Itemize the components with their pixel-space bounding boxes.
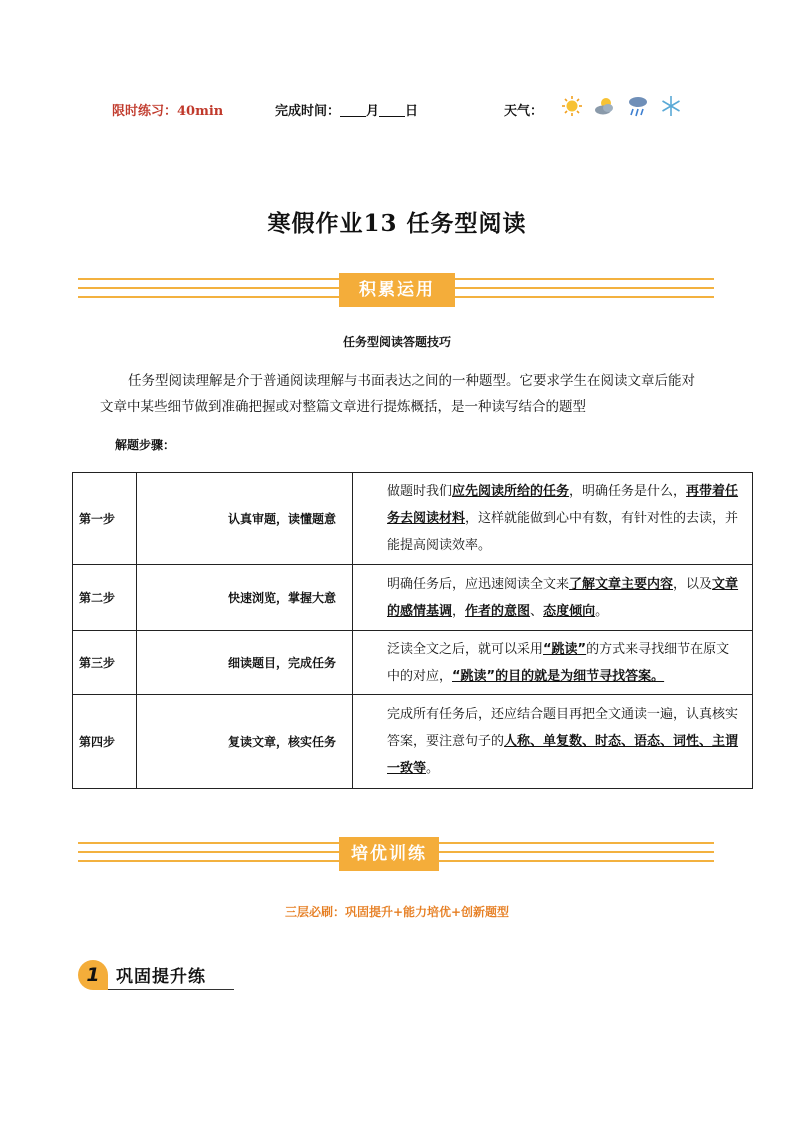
key-phrase: “跳读”的目的就是为细节寻找答案。 [452, 668, 665, 684]
desc-text: ，明确任务是什么， [569, 484, 687, 499]
step-focus: 认真审题，读懂题意 [137, 473, 353, 565]
weather-label: 天气： [504, 104, 544, 119]
step-focus: 细读题目，完成任务 [137, 631, 353, 695]
desc-text: 泛读全文之后，就可以采用 [387, 641, 544, 657]
step-description [353, 695, 753, 789]
time-limit: 限时练习：40min [112, 104, 224, 119]
desc-text: 、 [530, 603, 544, 619]
section-tag-accumulate: 积累运用 [339, 273, 455, 307]
table-row [73, 695, 753, 789]
desc-text: 做题时我们 [387, 484, 453, 499]
steps-label: 解题步骤： [115, 438, 176, 452]
step-number: 第四步 [73, 695, 137, 789]
key-phrase: 态度倾向 [543, 603, 596, 619]
day-label: 日 [405, 104, 419, 119]
table-row [73, 473, 753, 565]
snowflake-icon[interactable] [659, 94, 683, 118]
step-description [353, 565, 753, 631]
month-blank[interactable] [340, 103, 366, 117]
section-subtitle: 任务型阅读答题技巧 [342, 335, 451, 349]
key-phrase: 了解文章主要内容 [569, 576, 674, 592]
desc-text: 明确任务后，应迅速阅读全文来 [387, 576, 570, 592]
weather-icons [560, 94, 683, 118]
step-focus: 快速浏览，掌握大意 [137, 565, 353, 631]
desc-text: 。 [595, 603, 609, 619]
key-phrase: 再带着任务去阅读材料 [387, 484, 739, 526]
step-number: 第三步 [73, 631, 137, 695]
level-title: 巩固提升练 [116, 967, 206, 987]
key-phrase: 作者的意图 [465, 603, 531, 619]
completion-time-label: 完成时间： [275, 104, 341, 119]
step-number: 第二步 [73, 565, 137, 631]
desc-text: ， [452, 603, 466, 619]
intro-line-2: 文章中某些细节做到准确把握或对整篇文章进行提炼概括，是一种读写结合的题型 [100, 399, 586, 415]
level-underline [108, 989, 234, 990]
desc-text: ，以及 [673, 576, 713, 592]
key-phrase: “跳读” [543, 641, 587, 657]
completion-time [275, 100, 418, 119]
step-description [353, 631, 753, 695]
month-label: 月 [366, 104, 380, 119]
intro-line-1: 任务型阅读理解是介于普通阅读理解与书面表达之间的一种题型。它要求学生在阅读文章后能对 [128, 373, 695, 389]
steps-table [72, 472, 753, 789]
step-focus: 复读文章，核实任务 [137, 695, 353, 789]
section-tag-training: 培优训练 [339, 837, 439, 871]
storm-rain-icon[interactable] [626, 94, 650, 118]
sun-icon[interactable] [560, 94, 584, 118]
level-number-badge: 1 [78, 960, 108, 990]
desc-text: ，这样就能做到心中有数，有针对性的去读，并能提高阅读效率。 [387, 511, 739, 553]
partly-cloudy-icon[interactable] [593, 94, 617, 118]
three-layers-note: 三层必刷：巩固提升+能力培优+创新题型 [284, 905, 510, 919]
day-blank[interactable] [379, 103, 405, 117]
table-row [73, 565, 753, 631]
step-number: 第一步 [73, 473, 137, 565]
key-phrase: 文章的感情基调 [387, 576, 739, 619]
desc-text: 完成所有任务后，还应结合题目再把全文通读一遍，认真核实答案，要注意句子的 [387, 707, 739, 749]
desc-text: 的方式来寻找细节在原文中的对应， [387, 641, 730, 684]
desc-text: 。 [426, 761, 440, 776]
key-phrase: 应先阅读所给的任务 [452, 484, 570, 499]
table-row [73, 631, 753, 695]
step-description [353, 473, 753, 565]
key-phrase: 人称、单复数、时态、语态、词性、主谓一致等 [387, 734, 739, 776]
page-title: 寒假作业13 任务型阅读 [267, 210, 527, 237]
